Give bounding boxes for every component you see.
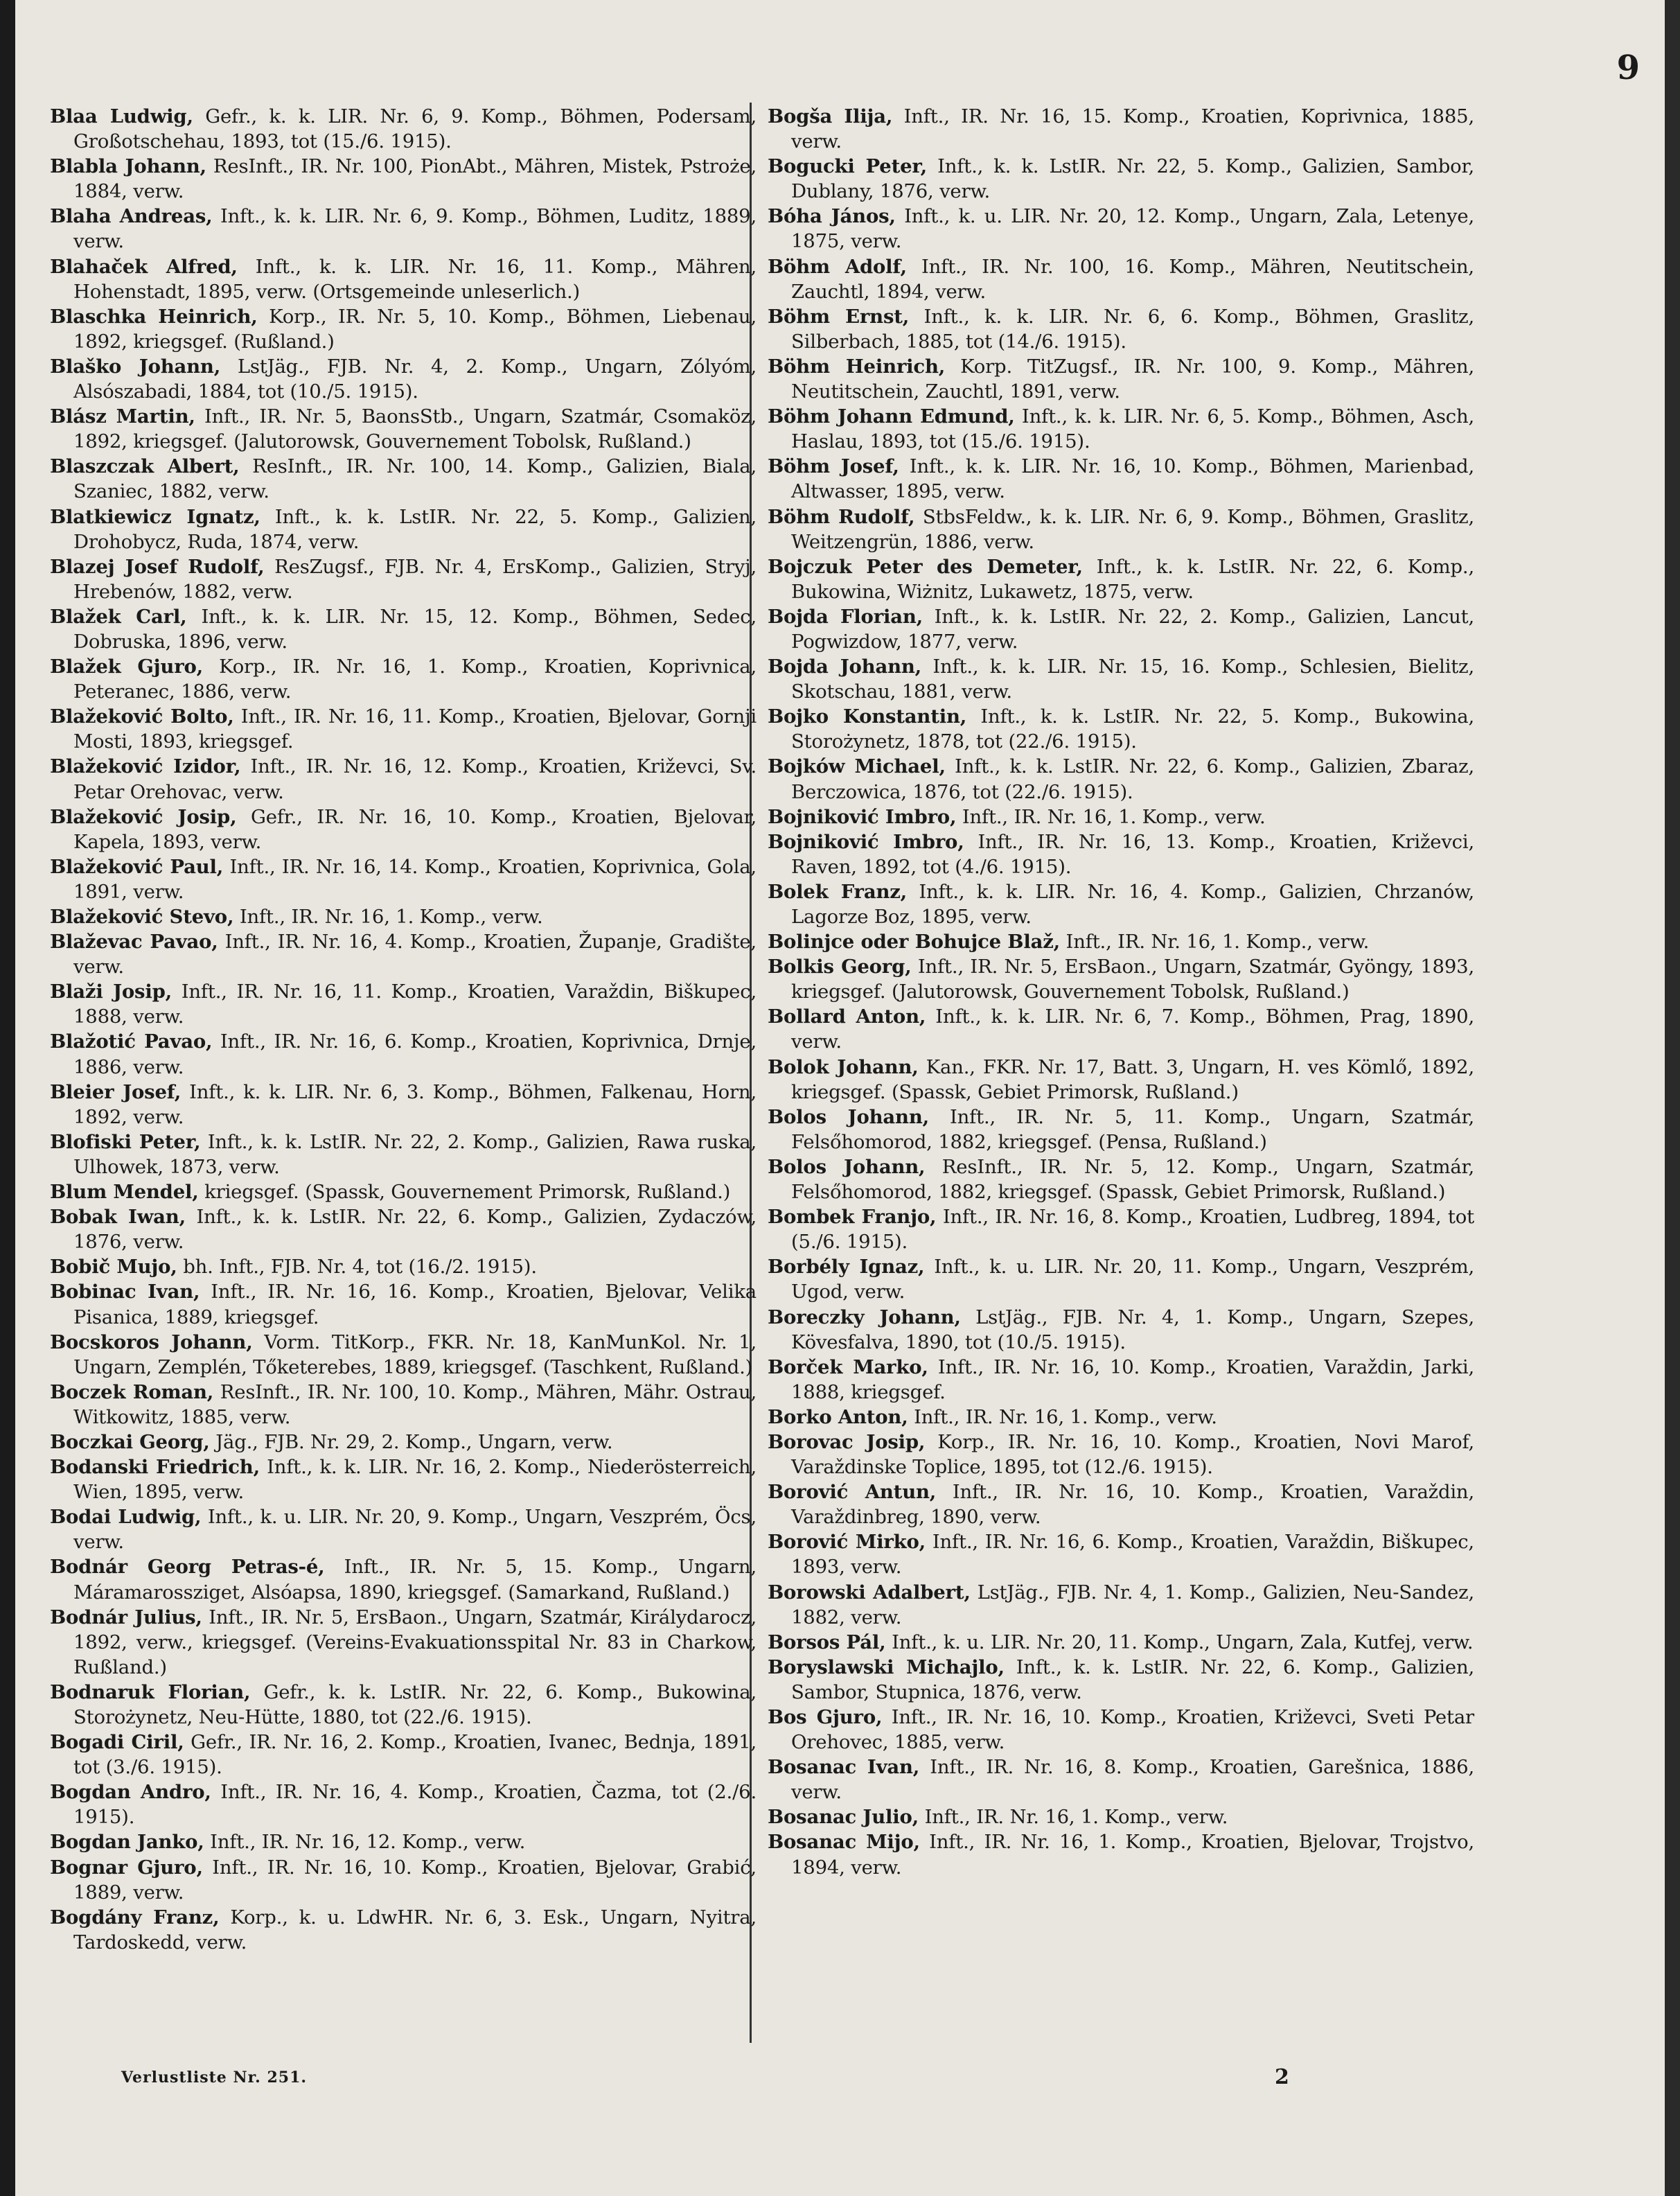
casualty-details: Inft., IR. Nr. 16, 10. Komp., Kroatien, Bjelovar, Grabić, 1889, verw. (73, 1856, 757, 1904)
casualty-entry (768, 1430, 1474, 1479)
casualty-entry (768, 704, 1474, 754)
casualty-details: StbsFeldw., k. k. LIR. Nr. 6, 9. Komp., Böhmen, Graslitz, Weitzengrün, 1886, verw. (791, 505, 1474, 553)
casualty-details: Inft., IR. Nr. 16, 6. Komp., Kroatien, Koprivnica, Drnje, 1886, verw. (73, 1030, 757, 1078)
casualty-name: Bodanski Friedrich, (50, 1456, 260, 1479)
casualty-details: Korp., IR. Nr. 16, 10. Komp., Kroatien, Novi Marof, Varaždinske Toplice, 1895, tot (12./6. 1915). (791, 1430, 1474, 1479)
casualty-entry (50, 1029, 757, 1079)
casualty-details: Inft., IR. Nr. 16, 12. Komp., verw. (204, 1831, 526, 1854)
casualty-name: Bodnár Georg Petras-é, (50, 1556, 325, 1579)
casualty-name: Böhm Rudolf, (768, 505, 915, 528)
casualty-name: Borowski Adalbert, (768, 1581, 971, 1604)
casualty-details: Inft., k. k. LIR. Nr. 6, 9. Komp., Böhmen, Luditz, 1889, verw. (73, 205, 757, 253)
casualty-entry (50, 1179, 757, 1204)
casualty-entry (50, 254, 757, 304)
casualty-entry (768, 1355, 1474, 1405)
casualty-entry (50, 1254, 757, 1279)
casualty-entry (768, 1154, 1474, 1204)
casualty-details: Gefr., IR. Nr. 16, 10. Komp., Kroatien, Bjelovar, Kapela, 1893, verw. (73, 805, 757, 853)
casualty-details: Inft., IR. Nr. 16, 1. Komp., verw. (1060, 931, 1370, 954)
casualty-details: Inft., IR. Nr. 5, 15. Komp., Ungarn, Máramarossziget, Alsóapsa, 1890, kriegsgef. (Samarkand, Rußland.) (73, 1556, 757, 1604)
casualty-entry (50, 904, 757, 929)
casualty-name: Blažeković Paul, (50, 855, 224, 878)
casualty-entry (50, 1430, 757, 1455)
casualty-name: Bolok Johann, (768, 1055, 919, 1078)
casualty-name: Bos Gjuro, (768, 1706, 883, 1728)
casualty-details: ResInft., IR. Nr. 100, 14. Komp., Galizien, Biala, Szaniec, 1882, verw. (73, 455, 757, 503)
casualty-name: Bobak Iwan, (50, 1206, 186, 1229)
casualty-details: Inft., k. k. LstIR. Nr. 22, 6. Komp., Bukowina, Wiżnitz, Lukawetz, 1875, verw. (791, 555, 1475, 603)
casualty-name: Boczkai Georg, (50, 1430, 210, 1453)
casualty-entry (50, 1204, 757, 1254)
casualty-entry (50, 504, 757, 554)
casualty-name: Bogdan Andro, (50, 1781, 211, 1804)
casualty-entry (768, 1254, 1474, 1304)
casualty-name: Boreczky Johann, (768, 1306, 961, 1328)
casualty-name: Blofiski Peter, (50, 1130, 201, 1153)
casualty-details: LstJäg., FJB. Nr. 4, 2. Komp., Ungarn, Zólyóm, Alsószabadi, 1884, tot (10./5. 1915). (73, 355, 757, 403)
casualty-entry (50, 854, 757, 904)
casualty-details: Inft., k. u. LIR. Nr. 20, 9. Komp., Ungarn, Veszprém, Öcs, verw. (73, 1506, 757, 1554)
casualty-name: Bosanac Julio, (768, 1806, 919, 1829)
casualty-entry (768, 254, 1474, 304)
casualty-details: bh. Inft., FJB. Nr. 4, tot (16./2. 1915). (177, 1256, 537, 1279)
casualty-name: Blaško Johann, (50, 355, 221, 378)
casualty-name: Bojko Konstantin, (768, 705, 967, 728)
casualty-entry (50, 754, 757, 804)
casualty-entry (50, 1680, 757, 1730)
casualty-entry (50, 654, 757, 704)
casualty-name: Böhm Adolf, (768, 255, 907, 278)
right-column (768, 104, 1474, 1880)
casualty-name: Borsos Pál, (768, 1631, 886, 1653)
casualty-entry (768, 1204, 1474, 1254)
casualty-details: Inft., IR. Nr. 16, 4. Komp., Kroatien, Županje, Gradište, verw. (73, 931, 757, 978)
casualty-name: Blažeković Stevo, (50, 906, 234, 928)
casualty-entry (768, 1580, 1474, 1630)
casualty-details: Kan., FKR. Nr. 17, Batt. 3, Ungarn, H. ves Kömlő, 1892, kriegsgef. (Spassk, Gebiet Primorsk, Rußland.) (791, 1055, 1474, 1103)
casualty-entry (768, 554, 1474, 604)
casualty-name: Borček Marko, (768, 1355, 928, 1378)
casualty-details: Inft., k. k. LIR. Nr. 6, 7. Komp., Böhmen, Prag, 1890, verw. (791, 1005, 1475, 1053)
casualty-details: Inft., k. k. LstIR. Nr. 22, 6. Komp., Galizien, Zydaczów, 1876, verw. (73, 1206, 757, 1254)
casualty-name: Bojniković Imbro, (768, 805, 957, 828)
casualty-details: Korp. TitZugsf., IR. Nr. 100, 9. Komp., Mähren, Neutitschein, Zauchtl, 1891, verw. (791, 355, 1474, 403)
casualty-details: Inft., IR. Nr. 16, 1. Komp., verw. (956, 805, 1266, 828)
casualty-details: Inft., k. k. LstIR. Nr. 22, 5. Komp., Galizien, Sambor, Dublany, 1876, verw. (791, 155, 1474, 203)
casualty-name: Bolek Franz, (768, 880, 908, 903)
casualty-entry (50, 1455, 757, 1504)
casualty-entry (50, 929, 757, 979)
casualty-details: Inft., k. k. LstIR. Nr. 22, 2. Komp., Galizien, Lancut, Pogwizdow, 1877, verw. (791, 605, 1474, 653)
casualty-name: Blaa Ludwig, (50, 105, 193, 128)
casualty-details: Inft., k. k. LIR. Nr. 6, 5. Komp., Böhmen, Asch, Haslau, 1893, tot (15./6. 1915). (791, 405, 1474, 453)
casualty-name: Bollard Anton, (768, 1005, 926, 1028)
casualty-details: Inft., IR. Nr. 16, 1. Komp., Kroatien, Bjelovar, Trojstvo, 1894, verw. (791, 1831, 1474, 1879)
casualty-entry (768, 204, 1474, 254)
casualty-name: Blum Mendel, (50, 1181, 199, 1204)
casualty-entry (768, 104, 1474, 154)
casualty-entry (768, 1105, 1474, 1154)
casualty-entry (768, 954, 1474, 1004)
casualty-name: Blász Martin, (50, 405, 195, 428)
casualty-entry (50, 704, 757, 754)
casualty-details: Inft., k. k. LIR. Nr. 16, 2. Komp., Niederösterreich, Wien, 1895, verw. (73, 1456, 757, 1504)
casualty-name: Blažek Gjuro, (50, 656, 204, 678)
casualty-details: Inft., k. k. LIR. Nr. 16, 10. Komp., Böhmen, Marienbad, Altwasser, 1895, verw. (791, 455, 1474, 503)
casualty-entry (50, 354, 757, 404)
casualty-details: Inft., IR. Nr. 16, 11. Komp., Kroatien, Bjelovar, Gornji Mosti, 1893, kriegsgef. (73, 705, 757, 753)
casualty-details: LstJäg., FJB. Nr. 4, 1. Komp., Galizien, Neu-Sandez, 1882, verw. (791, 1581, 1474, 1628)
casualty-name: Blaszczak Albert, (50, 455, 240, 478)
casualty-details: Gefr., k. k. LIR. Nr. 6, 9. Komp., Böhmen, Podersam, Großotschehau, 1893, tot (15./6. 1915). (73, 105, 757, 153)
casualty-name: Bodnaruk Florian, (50, 1680, 251, 1703)
casualty-details: Inft., IR. Nr. 16, 12. Komp., Kroatien, Križevci, Sv. Petar Orehovac, verw. (73, 755, 757, 803)
casualty-name: Bolos Johann, (768, 1105, 930, 1128)
casualty-name: Bobič Mujo, (50, 1256, 177, 1279)
casualty-name: Boczek Roman, (50, 1380, 214, 1403)
casualty-name: Borovac Josip, (768, 1430, 926, 1453)
casualty-entry (768, 1305, 1474, 1355)
casualty-name: Blažek Carl, (50, 605, 187, 628)
left-column (50, 104, 757, 1955)
casualty-entry (768, 1755, 1474, 1804)
casualty-details: Inft., IR. Nr. 16, 10. Komp., Kroatien, Varaždin, Varaždinbreg, 1890, verw. (791, 1481, 1474, 1529)
casualty-entry (50, 1279, 757, 1329)
casualty-details: Korp., k. u. LdwHR. Nr. 6, 3. Esk., Ungarn, Nyitra, Tardoskedd, verw. (73, 1906, 757, 1953)
footer-list-number: Verlustliste Nr. 251. (121, 2068, 308, 2087)
casualty-details: Inft., IR. Nr. 16, 1. Komp., verw. (233, 906, 543, 928)
casualty-entry (50, 979, 757, 1029)
casualty-name: Bogdány Franz, (50, 1906, 220, 1929)
casualty-name: Bogdan Janko, (50, 1831, 204, 1854)
casualty-details: Korp., IR. Nr. 5, 10. Komp., Böhmen, Liebenau, 1892, kriegsgef. (Rußland.) (73, 305, 757, 353)
casualty-entry (50, 404, 757, 454)
casualty-name: Bolinjce oder Bohujce Blaž, (768, 931, 1061, 954)
casualty-entry (50, 604, 757, 654)
casualty-name: Böhm Ernst, (768, 305, 910, 328)
casualty-entry (50, 454, 757, 504)
casualty-details: ResZugsf., FJB. Nr. 4, ErsKomp., Galizien, Stryj, Hrebenów, 1882, verw. (73, 555, 757, 603)
scan-edge-right (1665, 0, 1680, 2196)
casualty-entry (768, 1405, 1474, 1430)
casualty-details: Inft., k. k. LIR. Nr. 6, 6. Komp., Böhmen, Graslitz, Silberbach, 1885, tot (14./6. 1915). (791, 305, 1474, 353)
casualty-details: Inft., IR. Nr. 100, 16. Komp., Mähren, Neutitschein, Zauchtl, 1894, verw. (791, 255, 1474, 303)
casualty-details: Inft., k. u. LIR. Nr. 20, 11. Komp., Ungarn, Veszprém, Ugod, verw. (791, 1256, 1474, 1303)
casualty-name: Blabla Johann, (50, 155, 206, 178)
casualty-name: Blažeković Izidor, (50, 755, 241, 778)
casualty-entry (50, 1905, 757, 1955)
casualty-details: Inft., IR. Nr. 16, 11. Komp., Kroatien, Varaždin, Biškupec, 1888, verw. (73, 981, 757, 1028)
casualty-entry (768, 754, 1474, 804)
casualty-entry (768, 154, 1474, 204)
casualty-details: LstJäg., FJB. Nr. 4, 1. Komp., Ungarn, Szepes, Kövesfalva, 1890, tot (10./5. 1915). (791, 1306, 1474, 1353)
casualty-name: Blažeković Josip, (50, 805, 237, 828)
casualty-entry (50, 805, 757, 854)
casualty-entry (768, 504, 1474, 554)
scan-edge-left (0, 0, 15, 2196)
casualty-name: Bognar Gjuro, (50, 1856, 203, 1879)
casualty-entry (768, 454, 1474, 504)
casualty-details: Inft., k. k. LstIR. Nr. 22, 5. Komp., Galizien, Drohobycz, Ruda, 1874, verw. (73, 505, 757, 553)
casualty-entry (768, 1479, 1474, 1529)
casualty-details: Inft., IR. Nr. 5, ErsBaon., Ungarn, Szatmár, Gyöngy, 1893, kriegsgef. (Jalutorowsk, Gouvernement Tobolsk, Rußland.) (791, 956, 1474, 1003)
casualty-entry (50, 1730, 757, 1780)
casualty-entry (50, 1130, 757, 1179)
casualty-details: Inft., IR. Nr. 16, 8. Komp., Kroatien, Garešnica, 1886, verw. (791, 1756, 1474, 1804)
footer-signature-number: 2 (1275, 2065, 1289, 2089)
casualty-name: Bojda Johann, (768, 656, 922, 678)
casualty-entry (50, 1855, 757, 1905)
casualty-details: Inft., k. k. LIR. Nr. 15, 16. Komp., Schlesien, Bielitz, Skotschau, 1881, verw. (791, 656, 1474, 703)
casualty-entry (768, 604, 1474, 654)
casualty-details: Inft., IR. Nr. 16, 15. Komp., Kroatien, Koprivnica, 1885, verw. (791, 105, 1474, 153)
casualty-entry (50, 1780, 757, 1829)
casualty-name: Bobinac Ivan, (50, 1281, 200, 1303)
casualty-details: Inft., IR. Nr. 16, 16. Komp., Kroatien, Bjelovar, Velika Pisanica, 1889, kriegsgef. (73, 1281, 757, 1328)
casualty-details: Inft., k. k. LstIR. Nr. 22, 6. Komp., Galizien, Sambor, Stupnica, 1876, verw. (791, 1655, 1475, 1703)
casualty-name: Bombek Franjo, (768, 1206, 937, 1229)
casualty-details: Inft., k. k. LstIR. Nr. 22, 5. Komp., Bukowina, Storożynetz, 1878, tot (22./6. 1915). (791, 705, 1474, 753)
casualty-details: Inft., IR. Nr. 5, ErsBaon., Ungarn, Szatmár, Királydarocz, 1892, verw., kriegsgef. (Vereins-Evakuationsspital Nr. 83 in Charkow, Rußland.) (73, 1606, 757, 1678)
casualty-entry (50, 1380, 757, 1430)
casualty-details: Inft., k. u. LIR. Nr. 20, 11. Komp., Ungarn, Zala, Kutfej, verw. (885, 1631, 1474, 1653)
casualty-name: Blaževac Pavao, (50, 931, 218, 954)
casualty-details: Inft., IR. Nr. 5, 11. Komp., Ungarn, Szatmár, Felsőhomorod, 1882, kriegsgef. (Pensa, Rußland.) (791, 1105, 1474, 1153)
casualty-name: Blazej Josef Rudolf, (50, 555, 265, 578)
casualty-details: Vorm. TitKorp., FKR. Nr. 18, KanMunKol. Nr. 1, Ungarn, Zemplén, Tőketerebes, 1889, kriegsgef. (Taschkent, Rußland.) (73, 1330, 757, 1378)
casualty-entry (50, 1554, 757, 1604)
casualty-name: Bosanac Mijo, (768, 1831, 920, 1854)
casualty-details: Korp., IR. Nr. 16, 1. Komp., Kroatien, Koprivnica, Peteranec, 1886, verw. (73, 656, 757, 703)
casualty-entry (768, 1655, 1474, 1705)
casualty-details: Inft., IR. Nr. 16, 13. Komp., Kroatien, Križevci, Raven, 1892, tot (4./6. 1915). (791, 830, 1475, 878)
casualty-name: Böhm Johann Edmund, (768, 405, 1015, 428)
casualty-entry (768, 1630, 1474, 1655)
casualty-entry (768, 929, 1474, 954)
casualty-entry (768, 1804, 1474, 1829)
casualty-name: Blatkiewicz Ignatz, (50, 505, 260, 528)
casualty-details: ResInft., IR. Nr. 5, 12. Komp., Ungarn, Szatmár, Felsőhomorod, 1882, kriegsgef. (Spassk, Gebiet Primorsk, Rußland.) (791, 1155, 1474, 1204)
casualty-entry (768, 1529, 1474, 1579)
casualty-details: Inft., IR. Nr. 5, BaonsStb., Ungarn, Szatmár, Csomaköz, 1892, kriegsgef. (Jalutorowsk, Gouvernement Tobolsk, Rußland.) (73, 405, 757, 453)
casualty-entry (768, 1829, 1474, 1879)
casualty-name: Bolkis Georg, (768, 956, 912, 978)
casualty-entry (768, 829, 1474, 879)
casualty-name: Bodnár Julius, (50, 1606, 202, 1628)
casualty-entry (50, 304, 757, 354)
casualty-details: Inft., IR. Nr. 16, 4. Komp., Kroatien, Čazma, tot (2./6. 1915). (73, 1781, 757, 1829)
casualty-entry (768, 1004, 1474, 1054)
casualty-entry (768, 1055, 1474, 1105)
casualty-details: Inft., k. k. LIR. Nr. 16, 4. Komp., Galizien, Chrzanów, Lagorze Boz, 1895, verw. (791, 880, 1475, 928)
casualty-details: ResInft., IR. Nr. 100, 10. Komp., Mähren, Mähr. Ostrau, Witkowitz, 1885, verw. (73, 1380, 757, 1428)
casualty-entry (50, 154, 757, 204)
casualty-entry (50, 1080, 757, 1130)
page-number: 9 (1616, 49, 1640, 87)
casualty-name: Bojda Florian, (768, 605, 923, 628)
casualty-name: Bogša Ilija, (768, 105, 893, 128)
casualty-entry (50, 104, 757, 154)
casualty-name: Böhm Josef, (768, 455, 899, 478)
casualty-entry (768, 304, 1474, 354)
casualty-name: Blažeković Bolto, (50, 705, 234, 728)
casualty-name: Bolos Johann, (768, 1155, 926, 1178)
casualty-entry (768, 404, 1474, 454)
casualty-details: Inft., IR. Nr. 16, 14. Komp., Kroatien, Koprivnica, Gola, 1891, verw. (73, 855, 757, 903)
casualty-entry (768, 805, 1474, 829)
casualty-details: Inft., k. k. LIR. Nr. 6, 3. Komp., Böhmen, Falkenau, Horn, 1892, verw. (73, 1080, 757, 1128)
casualty-details: Inft., IR. Nr. 16, 10. Komp., Kroatien, Križevci, Sveti Petar Orehovec, 1885, verw. (791, 1706, 1474, 1754)
casualty-name: Bojków Michael, (768, 755, 946, 778)
casualty-name: Bogucki Peter, (768, 155, 928, 178)
casualty-name: Borbély Ignaz, (768, 1256, 925, 1279)
casualty-name: Bogadi Ciril, (50, 1731, 184, 1754)
casualty-name: Blahaček Alfred, (50, 255, 238, 278)
casualty-name: Blažotić Pavao, (50, 1030, 213, 1053)
casualty-entry (768, 654, 1474, 704)
casualty-entry (50, 1829, 757, 1854)
casualty-details: Inft., k. u. LIR. Nr. 20, 12. Komp., Ungarn, Zala, Letenye, 1875, verw. (791, 205, 1474, 253)
casualty-name: Blaschka Heinrich, (50, 305, 258, 328)
casualty-entry (50, 1330, 757, 1380)
casualty-entry (50, 204, 757, 254)
casualty-name: Bojczuk Peter des Demeter, (768, 555, 1083, 578)
casualty-name: Boryslawski Michajlo, (768, 1655, 1005, 1678)
casualty-details: Inft., k. k. LIR. Nr. 16, 11. Komp., Mähren, Hohenstadt, 1895, verw. (Ortsgemeinde unleserlich.) (73, 255, 757, 303)
casualty-name: Borović Mirko, (768, 1531, 926, 1554)
casualty-details: Inft., k. k. LstIR. Nr. 22, 6. Komp., Galizien, Zbaraz, Berczowica, 1876, tot (22./6. 1915). (791, 755, 1474, 803)
casualty-entry (50, 1605, 757, 1680)
casualty-entry (768, 354, 1474, 404)
casualty-details: Gefr., IR. Nr. 16, 2. Komp., Kroatien, Ivanec, Bednja, 1891, tot (3./6. 1915). (73, 1731, 757, 1779)
casualty-details: Inft., k. k. LIR. Nr. 15, 12. Komp., Böhmen, Sedec, Dobruska, 1896, verw. (73, 605, 757, 653)
casualty-entry (768, 1705, 1474, 1755)
casualty-name: Bodai Ludwig, (50, 1506, 202, 1529)
casualty-name: Bojniković Imbro, (768, 830, 964, 853)
casualty-name: Bocskoros Johann, (50, 1330, 253, 1353)
casualty-details: Inft., IR. Nr. 16, 1. Komp., verw. (908, 1405, 1217, 1428)
casualty-name: Blaha Andreas, (50, 205, 213, 228)
casualty-name: Bóha János, (768, 205, 896, 228)
casualty-details: Inft., IR. Nr. 16, 1. Komp., verw. (919, 1806, 1228, 1829)
casualty-details: Inft., IR. Nr. 16, 6. Komp., Kroatien, Varaždin, Biškupec, 1893, verw. (791, 1531, 1474, 1579)
casualty-details: Inft., IR. Nr. 16, 8. Komp., Kroatien, Ludbreg, 1894, tot (5./6. 1915). (791, 1206, 1474, 1254)
casualty-name: Borović Antun, (768, 1481, 937, 1504)
casualty-details: Inft., k. k. LstIR. Nr. 22, 2. Komp., Galizien, Rawa ruska, Ulhowek, 1873, verw. (73, 1130, 757, 1178)
casualty-name: Blaži Josip, (50, 981, 172, 1003)
casualty-name: Borko Anton, (768, 1405, 908, 1428)
casualty-entry (50, 1504, 757, 1554)
casualty-name: Bosanac Ivan, (768, 1756, 920, 1779)
casualty-entry (768, 879, 1474, 929)
casualty-entry (50, 554, 757, 604)
casualty-details: Inft., IR. Nr. 16, 10. Komp., Kroatien, Varaždin, Jarki, 1888, kriegsgef. (791, 1355, 1474, 1403)
casualty-details: ResInft., IR. Nr. 100, PionAbt., Mähren, Mistek, Pstroże, 1884, verw. (73, 155, 757, 203)
casualty-details: Jäg., FJB. Nr. 29, 2. Komp., Ungarn, verw. (209, 1430, 613, 1453)
casualty-name: Bleier Josef, (50, 1080, 182, 1103)
casualty-name: Böhm Heinrich, (768, 355, 946, 378)
casualty-details: kriegsgef. (Spassk, Gouvernement Primorsk, Rußland.) (198, 1181, 731, 1204)
casualty-details: Gefr., k. k. LstIR. Nr. 22, 6. Komp., Bukowina, Storożynetz, Neu-Hütte, 1880, tot (22./6. 1915). (73, 1680, 757, 1728)
